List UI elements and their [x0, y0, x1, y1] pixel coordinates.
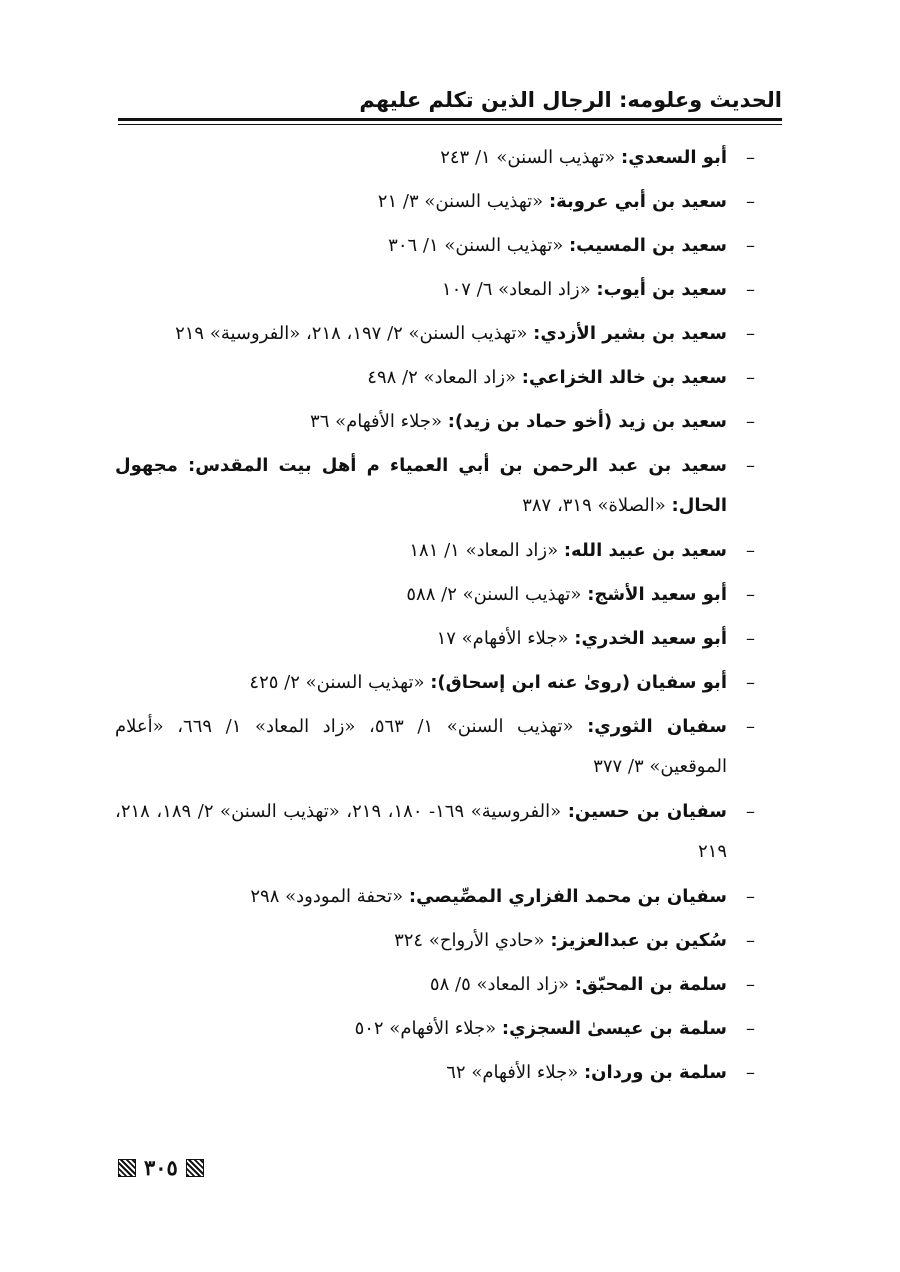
entry-name: سفيان الثوري: — [587, 716, 727, 737]
list-item — [115, 1053, 755, 1092]
dash-marker: – — [746, 716, 755, 737]
entry-reference: «زاد المعاد» ٥/ ٥٨ — [429, 974, 569, 995]
dash-marker: – — [746, 455, 755, 476]
dash-marker: – — [746, 540, 755, 561]
entry-name: أبو سعيد الأشج: — [587, 584, 727, 605]
list-item — [115, 792, 755, 872]
entry-name: سعيد بن زيد (أخو حماد بن زيد): — [447, 411, 727, 432]
dash-marker: – — [746, 323, 755, 344]
entry-reference: «حادي الأرواح» ٣٢٤ — [394, 930, 545, 951]
dash-marker: – — [746, 930, 755, 951]
entry-name: سلمة بن وردان: — [583, 1062, 727, 1083]
entry-name: أبو سفيان (روىٰ عنه ابن إسحاق): — [430, 672, 727, 693]
entry-name: سلمة بن عيسىٰ السجزي: — [501, 1018, 727, 1039]
list-item — [115, 182, 755, 221]
list-item — [115, 226, 755, 265]
entry-name: سعيد بن عبيد الله: — [563, 540, 727, 561]
entry-name: سفيان بن محمد الفزاري المصِّيصي: — [408, 886, 727, 907]
header-rule-thin — [118, 124, 782, 125]
dash-marker: – — [746, 974, 755, 995]
dash-marker: – — [746, 367, 755, 388]
entry-reference: «الفروسية» ١٦٩- ١٨٠، ٢١٩، «تهذيب السنن» ٢/ ١٨٩، ٢١٨، ٢١٩ — [115, 801, 727, 862]
entry-reference: «تهذيب السنن» ٢/ ٤٢٥ — [249, 672, 425, 693]
dash-marker: – — [746, 886, 755, 907]
list-item — [115, 138, 755, 177]
list-item — [115, 707, 755, 787]
entry-reference: «تهذيب السنن» ١/ ٥٦٣، «زاد المعاد» ١/ ٦٦٩، «أعلام الموقعين» ٣/ ٣٧٧ — [115, 716, 727, 777]
dash-marker: – — [746, 801, 755, 822]
entry-reference: «الصلاة» ٣١٩، ٣٨٧ — [522, 495, 666, 516]
entry-name: سعيد بن بشير الأزدي: — [533, 323, 727, 344]
dash-marker: – — [746, 147, 755, 168]
entry-reference: «زاد المعاد» ١/ ١٨١ — [409, 540, 559, 561]
list-item — [115, 1009, 755, 1048]
dash-marker: – — [746, 1062, 755, 1083]
entry-list — [115, 138, 755, 1097]
entry-name: سفيان بن حسين: — [567, 801, 727, 822]
entry-name: سلمة بن المحبّق: — [574, 974, 727, 995]
list-item — [115, 270, 755, 309]
list-item — [115, 965, 755, 1004]
dash-marker: – — [746, 672, 755, 693]
dash-marker: – — [746, 411, 755, 432]
entry-reference: «تهذيب السنن» ٢/ ٥٨٨ — [406, 584, 582, 605]
dash-marker: – — [746, 279, 755, 300]
list-item — [115, 575, 755, 614]
list-item — [115, 921, 755, 960]
entry-name: سعيد بن أبي عروبة: — [548, 191, 727, 212]
entry-reference: «زاد المعاد» ٦/ ١٠٧ — [441, 279, 591, 300]
entry-reference: «تهذيب السنن» ٢/ ١٩٧، ٢١٨، «الفروسية» ٢١٩ — [175, 323, 528, 344]
header-rule-thick — [118, 118, 782, 121]
entry-reference: «جلاء الأفهام» ١٧ — [436, 628, 569, 649]
entry-name: سعيد بن أيوب: — [596, 279, 727, 300]
entry-reference: «تهذيب السنن» ١/ ٣٠٦ — [388, 235, 564, 256]
entry-name: سعيد بن خالد الخزاعي: — [521, 367, 727, 388]
entry-reference: «جلاء الأفهام» ٣٦ — [310, 411, 442, 432]
entry-reference: «جلاء الأفهام» ٥٠٢ — [354, 1018, 497, 1039]
entry-name: أبو سعيد الخدري: — [574, 628, 727, 649]
list-item — [115, 531, 755, 570]
entry-name: سعيد بن المسيب: — [568, 235, 727, 256]
dash-marker: – — [746, 1018, 755, 1039]
list-item — [115, 402, 755, 441]
page-footer — [118, 1152, 204, 1184]
running-header: الحديث وعلومه: الرجال الذين تكلم عليهم — [359, 88, 782, 112]
entry-name: أبو السعدي: — [621, 147, 727, 168]
entry-reference: «جلاء الأفهام» ٦٢ — [446, 1062, 579, 1083]
entry-reference: «تهذيب السنن» ١/ ٢٤٣ — [440, 147, 616, 168]
page-number: ٣٠٥ — [144, 1155, 178, 1180]
list-item — [115, 619, 755, 658]
list-item — [115, 663, 755, 702]
list-item — [115, 446, 755, 526]
entry-reference: «زاد المعاد» ٢/ ٤٩٨ — [367, 367, 517, 388]
entry-name: سعيد بن عبد الرحمن بن أبي العمياء م أهل بيت المقدس: مجهول الحال: — [115, 455, 727, 516]
dash-marker: – — [746, 584, 755, 605]
list-item — [115, 358, 755, 397]
entry-reference: «تهذيب السنن» ٣/ ٢١ — [377, 191, 544, 212]
dash-marker: – — [746, 628, 755, 649]
list-item — [115, 314, 755, 353]
list-item — [115, 877, 755, 916]
entry-reference: «تحفة المودود» ٢٩٨ — [250, 886, 404, 907]
entry-name: سُكين بن عبدالعزيز: — [550, 930, 727, 951]
ornament-icon — [118, 1159, 136, 1177]
dash-marker: – — [746, 191, 755, 212]
ornament-icon — [186, 1159, 204, 1177]
dash-marker: – — [746, 235, 755, 256]
